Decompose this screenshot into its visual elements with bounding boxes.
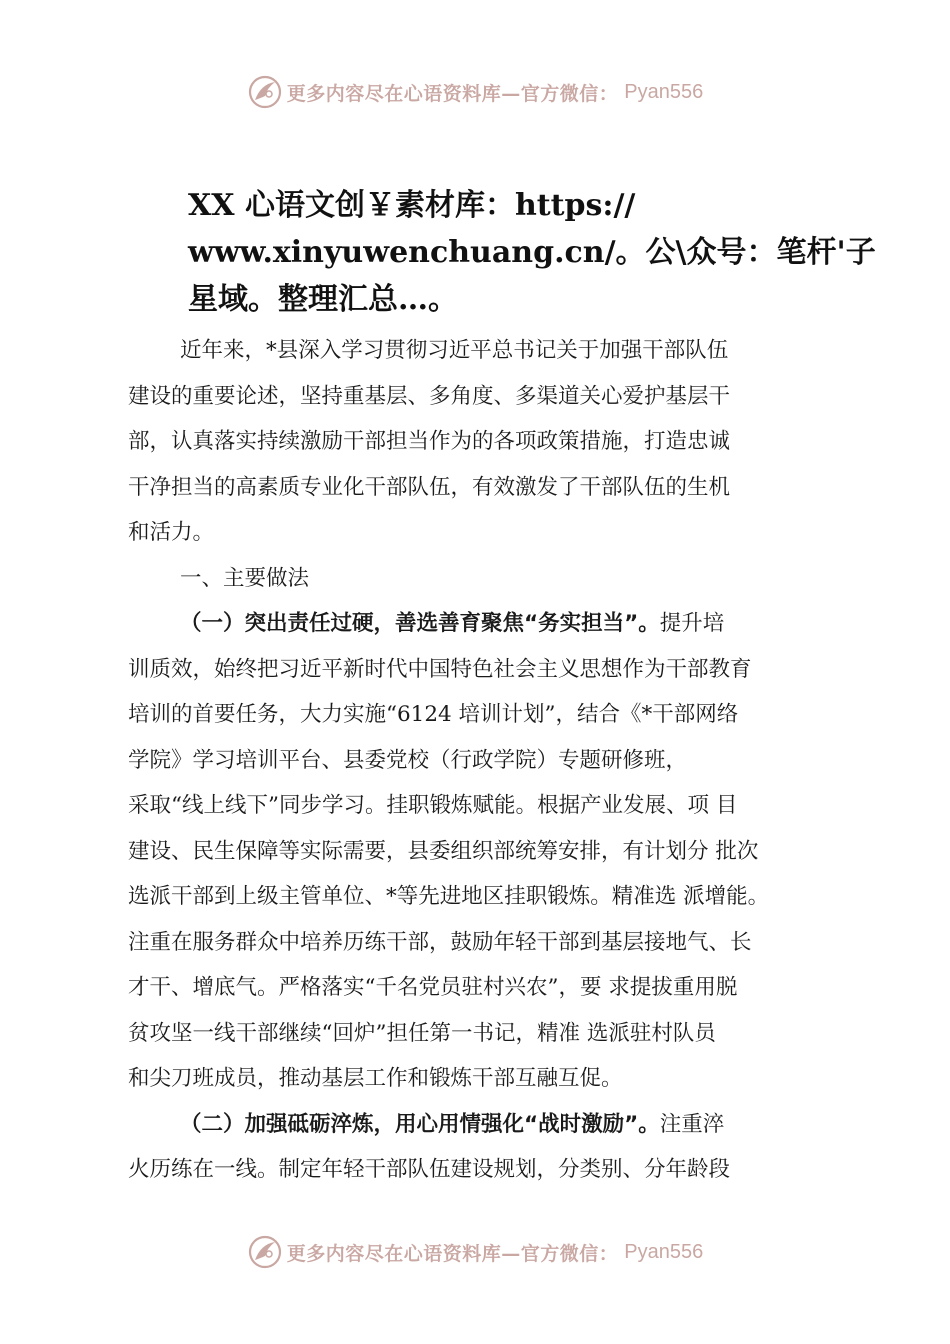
- document-body: [128, 328, 868, 1193]
- paragraph-line: 贫攻坚一线干部继续“回炉”担任第一书记，精准 选派驻村队员: [128, 1020, 716, 1046]
- brand-logo-icon: [247, 1234, 283, 1270]
- paragraph-line: 火历练在一线。制定年轻干部队伍建设规划，分类别、分年龄段: [128, 1157, 731, 1182]
- section-title: 一、主要做法: [180, 565, 310, 591]
- heading-line: XX 心语文创￥素材库：https://: [188, 188, 636, 223]
- paragraph-line: 干净担当的高素质专业化干部队伍，有效激发了干部队伍的生机: [128, 474, 731, 500]
- paragraph-line: 学院》学习培训平台、县委党校（行政学院）专题研修班，: [128, 747, 688, 773]
- paragraph-line: 建设、民生保障等实际需要，县委组织部统筹安排，有计划分 批次: [128, 838, 759, 864]
- paragraph-line: 近年来，*县深入学习贯彻习近平总书记关于加强干部队伍: [180, 338, 729, 363]
- paragraph-line: 部，认真落实持续激励干部担当作为的各项政策措施，打造忠诚: [128, 429, 731, 454]
- paragraph-line: 选派干部到上级主管单位、*等先进地区挂职锻炼。精准选 派增能。: [128, 884, 770, 909]
- watermark-banner-bottom: [0, 1232, 950, 1272]
- subsection-first-line: [128, 601, 868, 647]
- document-heading: [188, 182, 888, 323]
- paragraph-line: 训质效，始终把习近平新时代中国特色社会主义思想作为干部教育: [128, 656, 752, 682]
- paragraph-line: 建设的重要论述，坚持重基层、多角度、多渠道关心爱护基层干: [128, 383, 731, 409]
- paragraph-line: 才干、增底气。严格落实“千名党员驻村兴农”，要 求提拔重用脱: [128, 975, 738, 1000]
- brand-logo-icon: [247, 74, 283, 110]
- paragraph-line: 注重在服务群众中培养历练干部，鼓励年轻干部到基层接地气、长: [128, 929, 752, 955]
- heading-line: www.xinyuwenchuang.cn/。公\众号：笔杆'子: [188, 235, 876, 270]
- subsection-rest: 提升培: [659, 611, 725, 636]
- subsection-rest: 注重淬: [659, 1111, 725, 1137]
- watermark-text: 更多内容尽在心语资料库—官方微信：: [286, 82, 619, 105]
- heading-line: 星域。整理汇总…。: [188, 282, 458, 317]
- watermark-banner-top: [0, 72, 950, 112]
- paragraph-line: 采取“线上线下”同步学习。挂职锻炼赋能。根据产业发展、项 目: [128, 793, 738, 818]
- paragraph-line: 培训的首要任务，大力实施“6124 培训计划”，结合《*干部网络: [128, 702, 739, 727]
- subsection-first-line: [128, 1102, 868, 1148]
- subsection-lead: （一）突出责任过硬，善选善育聚焦“务实担当”。: [180, 611, 660, 636]
- paragraph-line: 和活力。: [128, 520, 215, 545]
- watermark-text: 更多内容尽在心语资料库—官方微信：: [286, 1242, 619, 1265]
- paragraph-line: 和尖刀班成员，推动基层工作和锻炼干部互融互促。: [128, 1066, 623, 1091]
- watermark-wechat-id: Pyan556: [624, 1240, 704, 1263]
- watermark-wechat-id: Pyan556: [624, 80, 704, 103]
- subsection-lead: （二）加强砥砺淬炼，用心用情强化“战时激励”。: [180, 1111, 660, 1137]
